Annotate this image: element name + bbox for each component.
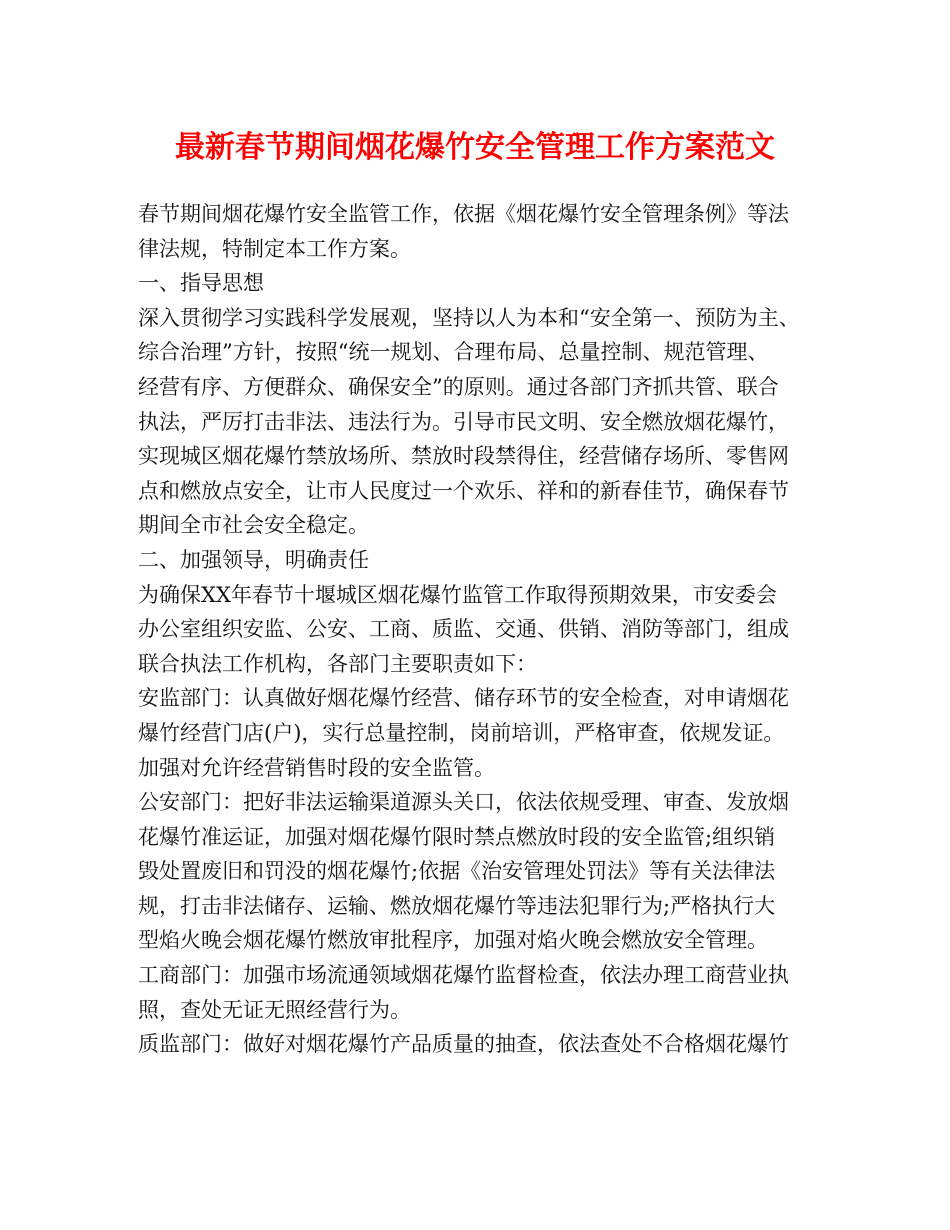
document-body: [138, 197, 838, 1062]
body-line: 毁处置废旧和罚没的烟花爆竹;依据《治安管理处罚法》等有关法律法: [138, 859, 776, 884]
body-line: 点和燃放点安全，让市人民度过一个欢乐、祥和的新春佳节，确保春节: [138, 478, 789, 503]
body-line: 深入贯彻学习实践科学发展观，坚持以人为本和“安全第一、预防为主、: [138, 305, 800, 330]
body-line: 综合治理”方针，按照“统一规划、合理布局、总量控制、规范管理、: [138, 340, 769, 365]
body-line: 质监部门：做好对烟花爆竹产品质量的抽查，依法查处不合格烟花爆竹: [138, 1032, 789, 1057]
body-line: 加强对允许经营销售时段的安全监管。: [138, 755, 495, 780]
body-line: 期间全市社会安全稳定。: [138, 513, 369, 538]
body-line: 规，打击非法储存、运输、燃放烟花爆竹等违法犯罪行为;严格执行大: [138, 893, 776, 918]
body-line: 办公室组织安监、公安、工商、质监、交通、供销、消防等部门，组成: [138, 617, 789, 642]
body-line: 公安部门：把好非法运输渠道源头关口，依法依规受理、审查、发放烟: [138, 790, 789, 815]
body-line: 安监部门：认真做好烟花爆竹经营、储存环节的安全检查，对申请烟花: [138, 686, 789, 711]
body-line: 联合执法工作机构，各部门主要职责如下：: [138, 651, 537, 676]
body-line: 律法规，特制定本工作方案。: [138, 236, 411, 261]
body-line: 春节期间烟花爆竹安全监管工作，依据《烟花爆竹安全管理条例》等法: [138, 202, 789, 226]
section-heading: 一、指导思想: [138, 271, 264, 296]
body-line: 为确保XX年春节十堰城区烟花爆竹监管工作取得预期效果，市安委会: [138, 582, 777, 607]
body-line: 爆竹经营门店(户)，实行总量控制，岗前培训，严格审查，依规发证。: [138, 720, 785, 745]
body-line: 实现城区烟花爆竹禁放场所、禁放时段禁得住，经营储存场所、零售网: [138, 444, 789, 469]
body-line: 工商部门：加强市场流通领域烟花爆竹监督检查，依法办理工商营业执: [138, 963, 789, 988]
document-title: 最新春节期间烟花爆竹安全管理工作方案范文: [175, 130, 775, 165]
body-line: 照，查处无证无照经营行为。: [138, 997, 411, 1022]
section-heading: 二、加强领导，明确责任: [138, 547, 369, 572]
body-line: 型焰火晚会烟花爆竹燃放审批程序，加强对焰火晚会燃放安全管理。: [138, 928, 768, 953]
body-line: 经营有序、方便群众、确保安全”的原则。通过各部门齐抓共管、联合: [138, 374, 779, 399]
body-line: 花爆竹准运证，加强对烟花爆竹限时禁点燃放时段的安全监管;组织销: [138, 824, 776, 849]
body-line: 执法，严厉打击非法、违法行为。引导市民文明、安全燃放烟花爆竹，: [138, 409, 789, 434]
